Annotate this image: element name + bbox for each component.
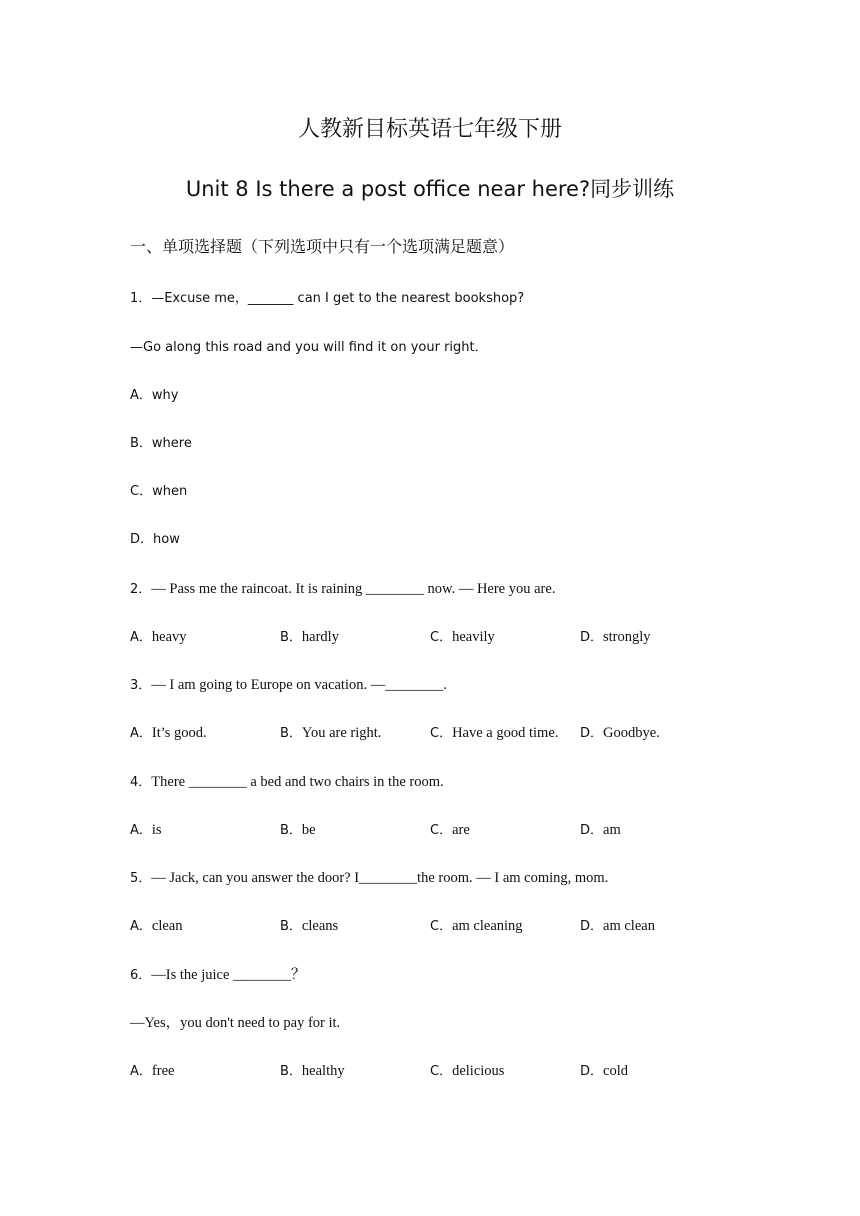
question-1-number: 1． (130, 291, 152, 306)
question-2-number: 2． (130, 582, 152, 597)
question-6-option-c: C．delicious (430, 1063, 505, 1079)
section-heading: 一、单项选择题（下列选项中只有一个选项满足题意） (130, 237, 515, 256)
question-1-stem: —Excuse me，_______ can I get to the nearest bookshop? (151, 291, 525, 306)
document-subtitle: Unit 8 Is there a post office near here?同步训练 (185, 177, 675, 201)
question-6-option-b: B．healthy (280, 1063, 345, 1079)
question-1-option-b: B．where (130, 436, 192, 451)
question-4-option-a: A．is (130, 822, 162, 838)
question-5-option-c: C．am cleaning (430, 918, 523, 934)
question-4-option-b: B．be (280, 822, 316, 838)
question-4-option-c: C．are (430, 822, 470, 838)
question-4-option-d: D．am (580, 822, 621, 838)
question-3-option-b: B．You are right. (280, 725, 382, 741)
question-2-stem: — Pass me the raincoat. It is raining ________ now. — Here you are. (151, 581, 556, 597)
question-5-stem: — Jack, can you answer the door? I________the room. — I am coming, mom. (151, 870, 609, 886)
question-1-stem-line (130, 289, 524, 309)
question-5-option-a: A．clean (130, 918, 183, 934)
question-3-stem-line (130, 675, 447, 696)
question-6-option-a: A．free (130, 1063, 175, 1079)
question-4-stem: There ________ a bed and two chairs in the room. (151, 774, 444, 790)
question-3-option-d: D．Goodbye. (580, 725, 660, 741)
question-3-stem: — I am going to Europe on vacation. —________. (151, 677, 447, 693)
question-6-stem-line (130, 965, 306, 986)
question-2-stem-line (130, 579, 555, 600)
question-5-option-d: D．am clean (580, 918, 655, 934)
question-1-option-a: A．why (130, 388, 179, 403)
question-3-number: 3． (130, 678, 152, 693)
question-1-reply: —Go along this road and you will find it on your right． (130, 340, 488, 355)
question-6-option-d: D．cold (580, 1063, 628, 1079)
question-4-number: 4． (130, 775, 152, 790)
question-6-number: 6． (130, 968, 152, 983)
question-6-stem: —Is the juice ________？ (151, 967, 306, 983)
question-5-stem-line (130, 868, 608, 889)
question-6-reply: —Yes，you don't need to pay for it. (130, 1015, 341, 1031)
question-1-option-d: D．how (130, 532, 180, 547)
document-title: 人教新目标英语七年级下册 (297, 117, 562, 142)
question-5-number: 5． (130, 871, 152, 886)
question-2-option-a: A．heavy (130, 629, 187, 645)
question-5-option-b: B．cleans (280, 918, 339, 934)
question-2-option-b: B．hardly (280, 629, 339, 645)
question-2-option-d: D．strongly (580, 629, 651, 645)
question-2-option-c: C．heavily (430, 629, 495, 645)
question-3-option-c: C．Have a good time. (430, 725, 559, 741)
question-4-stem-line (130, 772, 444, 793)
question-1-option-c: C．when (130, 484, 188, 499)
question-3-option-a: A．It’s good. (130, 725, 207, 741)
